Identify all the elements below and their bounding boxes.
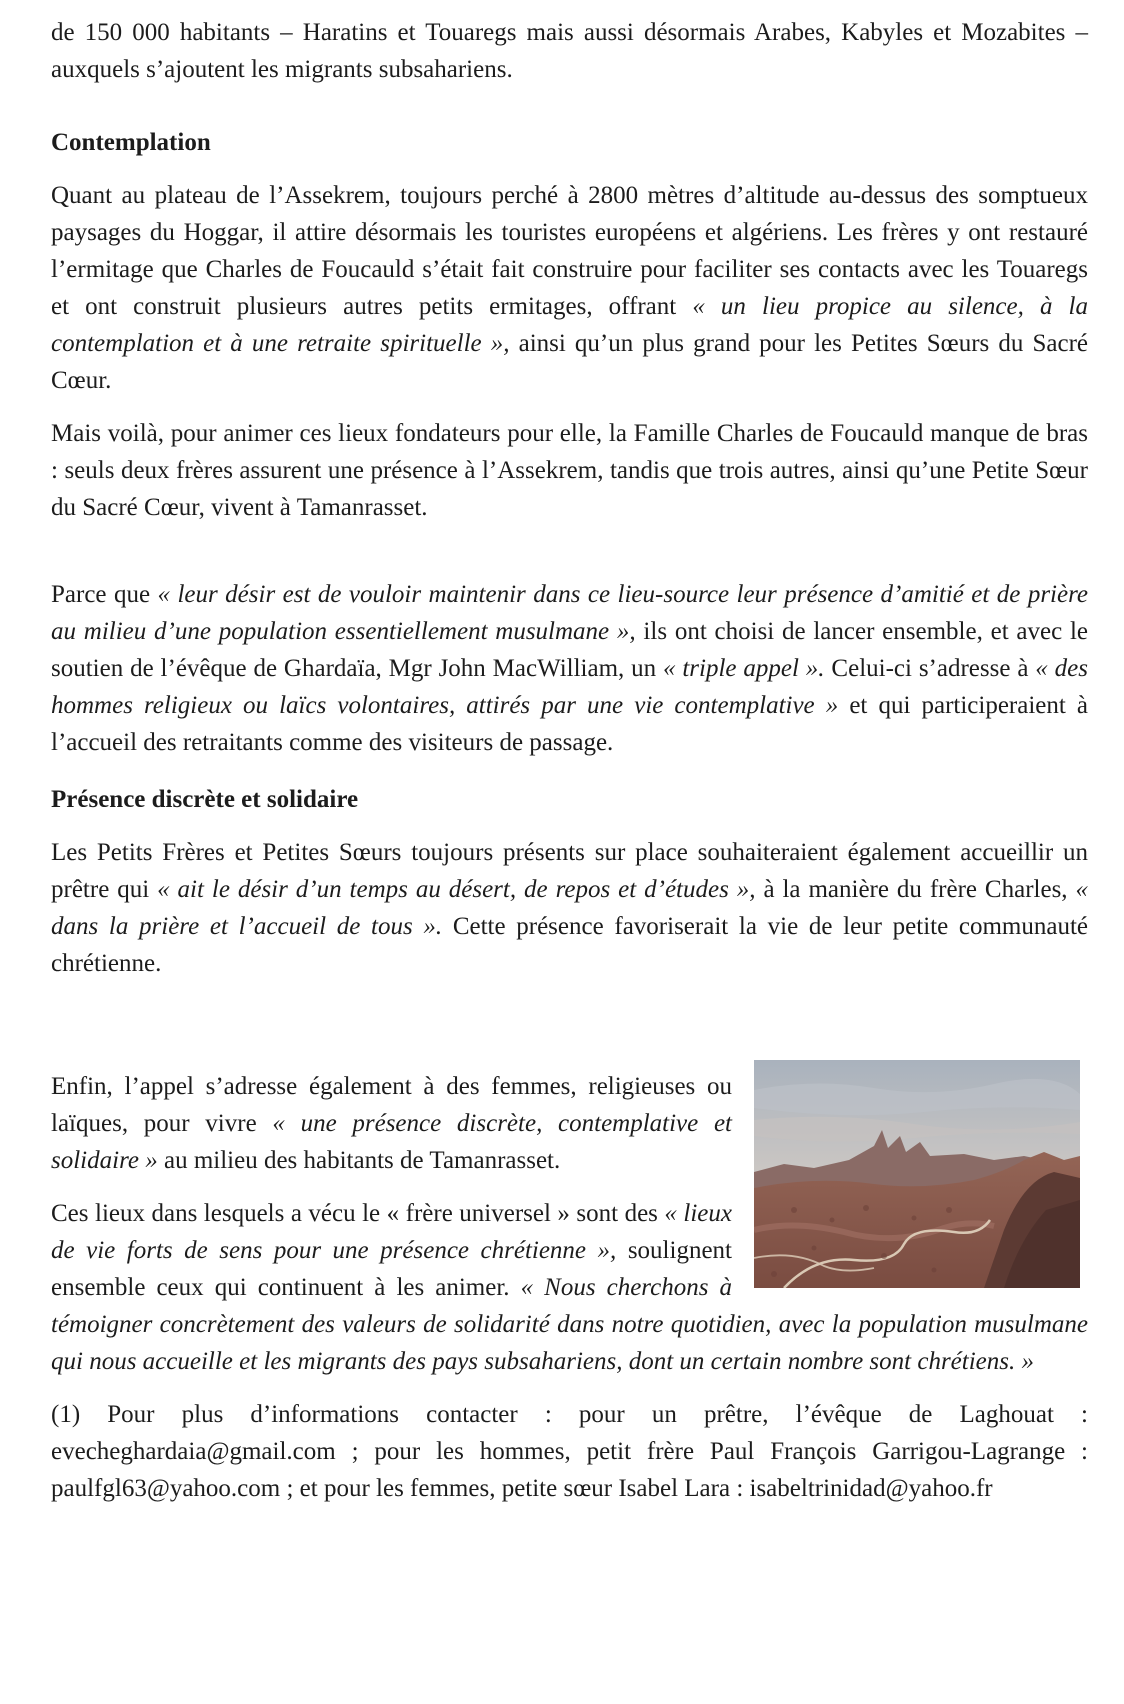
photo-section [51,1068,1088,1380]
heading-presence: Présence discrète et solidaire [51,786,359,813]
paragraph-intro-end: de 150 000 habitants – Haratins et Touaregs mais aussi désormais Arabes, Kabyles et Mozabites – auxquels s’ajoutent les migrants subsahariens. [51,19,1088,83]
quote: « un lieu propice au silence, à la contemplation et à une retraite spirituelle », [51,293,1088,357]
paragraph-triple-appeal: Parce que « leur désir est de vouloir maintenir dans ce lieu-source leur présence d’amitié et de prière au milieu d’une population essentiellement musulmane », ils ont choisi de lancer ensemble, et avec le soutien de l’évêque de Ghardaïa, Mgr John MacWilliam, un « triple appel ». Celui-ci s’adresse à « des hommes religieux ou laïcs volontaires, attirés par une vie contemplative » et qui participeraient à l’accueil des retraitants comme des visiteurs de passage. [51,581,1089,756]
quote: « triple appel ». [663,655,825,682]
paragraph-lack-of-staff: Mais voilà, pour animer ces lieux fondateurs pour elle, la Famille Charles de Foucauld manque de bras : seuls deux frères assurent une présence à l’Assekrem, tandis que trois autres, ainsi qu’une Petite Sœur du Sacré Cœur, vivent à Tamanrasset. [51,420,1088,521]
quote: « lieux de vie forts de sens pour une présence chrétienne », [51,1200,732,1264]
quote: « des hommes religieux ou laïcs volontaires, attirés par une vie contemplative » [51,655,1088,719]
hoggar-landscape-photo [754,1060,1080,1288]
footnote-contacts: (1) Pour plus d’informations contacter : pour un prêtre, l’évêque de Laghouat : evecheghardaia@gmail.com ; pour les hommes, petit frère Paul François Garrigou-Lagrange : paulfgl63@yahoo.com ; et pour les femmes, petite sœur Isabel Lara : isabeltrinidad@yahoo.fr [51,1401,1088,1502]
paragraph-women-appeal: Enfin, l’appel s’adresse également à des femmes, religieuses ou laïques, pour vivre « une présence discrète, contemplative et solidaire » au milieu des habitants de Tamanrasset. [51,1073,732,1174]
paragraph-universal-brother: Ces lieux dans lesquels a vécu le « frère universel » sont des « lieux de vie forts de sens pour une présence chrétienne », soulignent ensemble ceux qui continuent à les animer. « Nous cherchons à témoigner concrètement des valeurs de solidarité dans notre quotidien, avec la population musulmane qui nous accueille et les migrants des pays subsahariens, dont un certain nombre sont chrétiens. » [51,1200,1088,1375]
paragraph-priest-appeal: Les Petits Frères et Petites Sœurs toujours présents sur place souhaiteraient également accueillir un prêtre qui « ait le désir d’un temps au désert, de repos et d’études », à la manière du frère Charles, « dans la prière et l’accueil de tous ». Cette présence favoriserait la vie de leur petite communauté chrétienne. [51,839,1089,977]
quote: « leur désir est de vouloir maintenir dans ce lieu-source leur présence d’amitié et de prière au milieu d’une population essentiellement musulmane », [51,581,1088,645]
heading-contemplation: Contemplation [51,129,211,156]
quote: « ait le désir d’un temps au désert, de repos et d’études », [157,876,756,903]
quote: « une présence discrète, contemplative et solidaire » [51,1110,732,1174]
quote: « Nous cherchons à témoigner concrètement des valeurs de solidarité dans notre quotidien, avec la population musulmane qui nous accueille et les migrants des pays subsahariens, dont un certain nombre sont chrétiens. » [51,1274,1088,1375]
paragraph-assekrem: Quant au plateau de l’Assekrem, toujours perché à 2800 mètres d’altitude au-dessus des somptueux paysages du Hoggar, il attire désormais les touristes européens et algériens. Les frères y ont restauré l’ermitage que Charles de Foucauld s’était fait construire pour faciliter ses contacts avec les Touaregs et ont construit plusieurs autres petits ermitages, offrant « un lieu propice au silence, à la contemplation et à une retraite spirituelle », ainsi qu’un plus grand pour les Petites Sœurs du Sacré Cœur. [51,182,1088,394]
quote: « dans la prière et l’accueil de tous ». [51,876,1088,940]
